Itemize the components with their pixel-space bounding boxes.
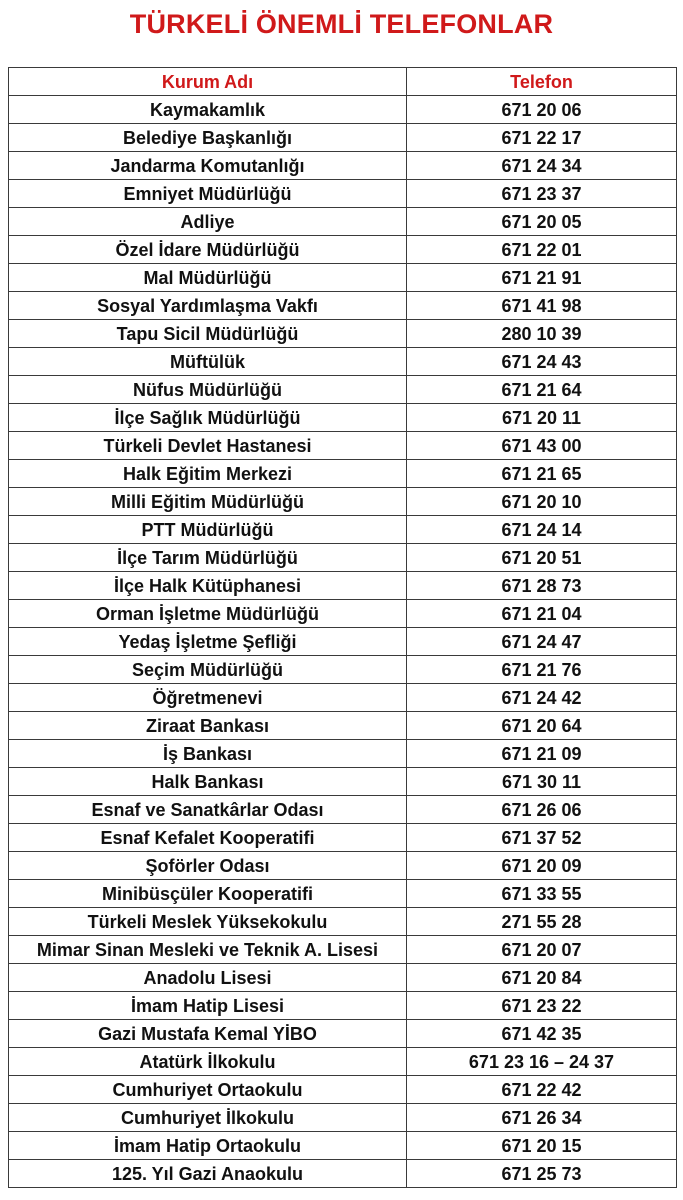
phone-number-cell: 671 37 52 [407, 824, 677, 852]
column-header-phone: Telefon [407, 68, 677, 96]
institution-name-cell: Adliye [9, 208, 407, 236]
phone-number-cell: 671 20 09 [407, 852, 677, 880]
institution-name-cell: Jandarma Komutanlığı [9, 152, 407, 180]
institution-name-cell: Cumhuriyet İlkokulu [9, 1104, 407, 1132]
phone-number-cell: 271 55 28 [407, 908, 677, 936]
phone-table [8, 67, 677, 1188]
table-row [9, 208, 677, 236]
phone-number-cell: 671 21 91 [407, 264, 677, 292]
phone-number-cell: 671 20 64 [407, 712, 677, 740]
phone-number-cell: 671 21 64 [407, 376, 677, 404]
table-row [9, 1132, 677, 1160]
phone-number-cell: 671 30 11 [407, 768, 677, 796]
table-row [9, 656, 677, 684]
phone-number-cell: 671 20 51 [407, 544, 677, 572]
phone-number-cell: 671 22 17 [407, 124, 677, 152]
institution-name-cell: Kaymakamlık [9, 96, 407, 124]
institution-name-cell: Emniyet Müdürlüğü [9, 180, 407, 208]
institution-name-cell: Mal Müdürlüğü [9, 264, 407, 292]
table-body [9, 96, 677, 1188]
institution-name-cell: İş Bankası [9, 740, 407, 768]
table-row [9, 488, 677, 516]
institution-name-cell: Nüfus Müdürlüğü [9, 376, 407, 404]
phone-number-cell: 671 20 05 [407, 208, 677, 236]
phone-number-cell: 671 20 15 [407, 1132, 677, 1160]
phone-number-cell: 671 24 47 [407, 628, 677, 656]
table-row [9, 460, 677, 488]
phone-number-cell: 671 21 65 [407, 460, 677, 488]
table-row [9, 1160, 677, 1188]
phone-number-cell: 671 26 06 [407, 796, 677, 824]
table-row [9, 432, 677, 460]
table-row [9, 628, 677, 656]
table-row [9, 348, 677, 376]
table-header-row [9, 68, 677, 96]
phone-number-cell: 671 20 10 [407, 488, 677, 516]
institution-name-cell: PTT Müdürlüğü [9, 516, 407, 544]
institution-name-cell: Tapu Sicil Müdürlüğü [9, 320, 407, 348]
table-row [9, 908, 677, 936]
table-row [9, 1104, 677, 1132]
institution-name-cell: Cumhuriyet Ortaokulu [9, 1076, 407, 1104]
institution-name-cell: Yedaş İşletme Şefliği [9, 628, 407, 656]
phone-number-cell: 280 10 39 [407, 320, 677, 348]
table-row [9, 852, 677, 880]
institution-name-cell: Minibüsçüler Kooperatifi [9, 880, 407, 908]
phone-number-cell: 671 23 16 – 24 37 [407, 1048, 677, 1076]
institution-name-cell: Şoförler Odası [9, 852, 407, 880]
table-row [9, 1020, 677, 1048]
table-row [9, 236, 677, 264]
table-row [9, 964, 677, 992]
institution-name-cell: Türkeli Devlet Hastanesi [9, 432, 407, 460]
table-row [9, 796, 677, 824]
institution-name-cell: Belediye Başkanlığı [9, 124, 407, 152]
table-row [9, 516, 677, 544]
table-row [9, 572, 677, 600]
institution-name-cell: Esnaf ve Sanatkârlar Odası [9, 796, 407, 824]
phone-number-cell: 671 20 84 [407, 964, 677, 992]
institution-name-cell: Orman İşletme Müdürlüğü [9, 600, 407, 628]
institution-name-cell: Halk Eğitim Merkezi [9, 460, 407, 488]
phone-number-cell: 671 24 42 [407, 684, 677, 712]
institution-name-cell: Sosyal Yardımlaşma Vakfı [9, 292, 407, 320]
table-row [9, 936, 677, 964]
table-row [9, 404, 677, 432]
institution-name-cell: Müftülük [9, 348, 407, 376]
phone-number-cell: 671 20 11 [407, 404, 677, 432]
table-row [9, 96, 677, 124]
page-title: TÜRKELİ ÖNEMLİ TELEFONLAR [129, 9, 554, 39]
table-row [9, 600, 677, 628]
table-row [9, 264, 677, 292]
table-row [9, 180, 677, 208]
table-row [9, 992, 677, 1020]
phone-number-cell: 671 28 73 [407, 572, 677, 600]
table-row [9, 124, 677, 152]
table-row [9, 684, 677, 712]
table-row [9, 376, 677, 404]
table-row [9, 544, 677, 572]
table-row [9, 152, 677, 180]
phone-number-cell: 671 26 34 [407, 1104, 677, 1132]
institution-name-cell: Seçim Müdürlüğü [9, 656, 407, 684]
institution-name-cell: Esnaf Kefalet Kooperatifi [9, 824, 407, 852]
institution-name-cell: İlçe Tarım Müdürlüğü [9, 544, 407, 572]
phone-number-cell: 671 22 01 [407, 236, 677, 264]
table-row [9, 320, 677, 348]
phone-number-cell: 671 23 37 [407, 180, 677, 208]
phone-number-cell: 671 24 14 [407, 516, 677, 544]
institution-name-cell: Ziraat Bankası [9, 712, 407, 740]
column-header-name: Kurum Adı [9, 68, 407, 96]
institution-name-cell: Gazi Mustafa Kemal YİBO [9, 1020, 407, 1048]
institution-name-cell: Türkeli Meslek Yüksekokulu [9, 908, 407, 936]
institution-name-cell: Milli Eğitim Müdürlüğü [9, 488, 407, 516]
phone-number-cell: 671 25 73 [407, 1160, 677, 1188]
phone-number-cell: 671 20 07 [407, 936, 677, 964]
table-row [9, 768, 677, 796]
table-row [9, 880, 677, 908]
phone-number-cell: 671 21 09 [407, 740, 677, 768]
institution-name-cell: Özel İdare Müdürlüğü [9, 236, 407, 264]
phone-number-cell: 671 22 42 [407, 1076, 677, 1104]
institution-name-cell: Öğretmenevi [9, 684, 407, 712]
institution-name-cell: İmam Hatip Lisesi [9, 992, 407, 1020]
institution-name-cell: İmam Hatip Ortaokulu [9, 1132, 407, 1160]
table-row [9, 1076, 677, 1104]
institution-name-cell: Anadolu Lisesi [9, 964, 407, 992]
phone-number-cell: 671 21 76 [407, 656, 677, 684]
phone-number-cell: 671 33 55 [407, 880, 677, 908]
phone-number-cell: 671 21 04 [407, 600, 677, 628]
table-row [9, 1048, 677, 1076]
phone-number-cell: 671 23 22 [407, 992, 677, 1020]
phone-number-cell: 671 24 43 [407, 348, 677, 376]
table-row [9, 824, 677, 852]
institution-name-cell: Atatürk İlkokulu [9, 1048, 407, 1076]
institution-name-cell: Halk Bankası [9, 768, 407, 796]
phone-number-cell: 671 41 98 [407, 292, 677, 320]
institution-name-cell: 125. Yıl Gazi Anaokulu [9, 1160, 407, 1188]
table-row [9, 292, 677, 320]
table-row [9, 712, 677, 740]
institution-name-cell: Mimar Sinan Mesleki ve Teknik A. Lisesi [9, 936, 407, 964]
institution-name-cell: İlçe Halk Kütüphanesi [9, 572, 407, 600]
institution-name-cell: İlçe Sağlık Müdürlüğü [9, 404, 407, 432]
phone-number-cell: 671 24 34 [407, 152, 677, 180]
phone-number-cell: 671 43 00 [407, 432, 677, 460]
phone-number-cell: 671 20 06 [407, 96, 677, 124]
table-row [9, 740, 677, 768]
phone-number-cell: 671 42 35 [407, 1020, 677, 1048]
